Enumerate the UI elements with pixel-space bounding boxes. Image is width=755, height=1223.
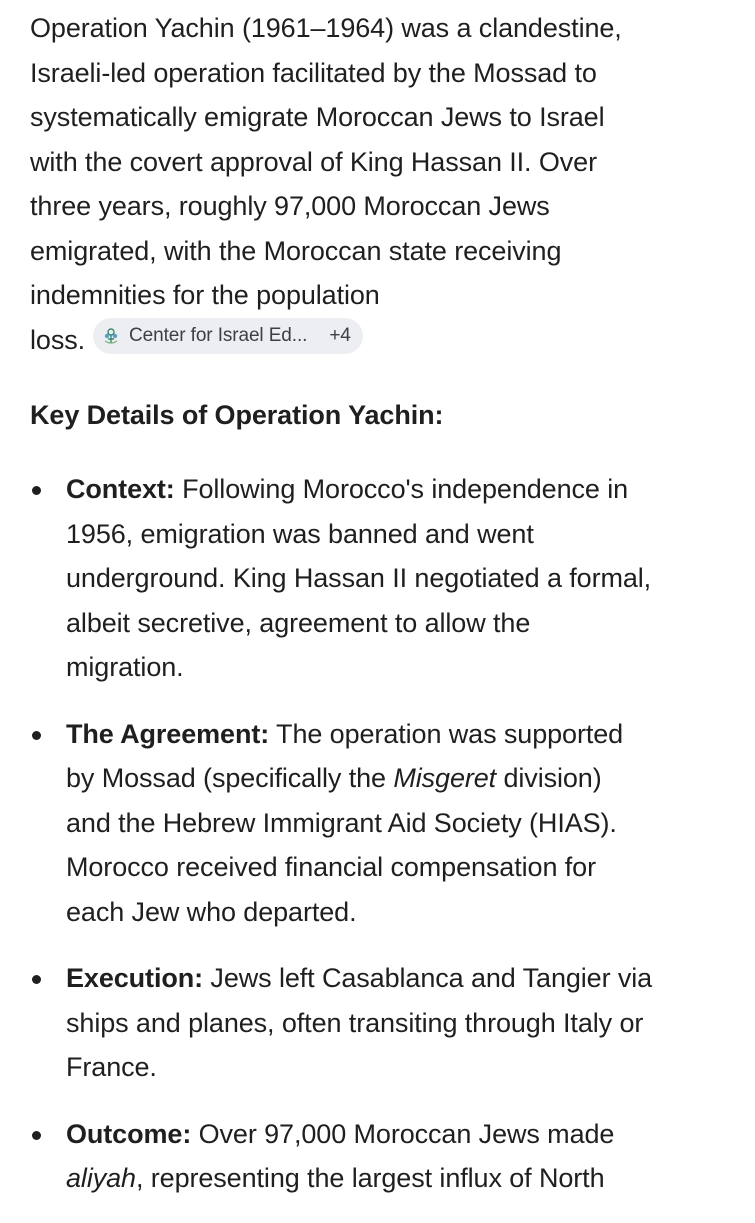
- item-text: and the Hebrew Immigrant Aid Society (HIAS).: [66, 807, 617, 838]
- item-label: The Agreement:: [66, 718, 270, 749]
- intro-line: indemnities for the population: [30, 280, 380, 310]
- intro-line: Operation Yachin (1961–1964) was a clandestine,: [30, 13, 622, 43]
- bullet: [32, 975, 41, 984]
- intro-last-word: loss.: [30, 324, 86, 355]
- intro-line: with the covert approval of King Hassan II. Over: [30, 146, 597, 177]
- list-item-execution: [30, 956, 730, 1090]
- list-item-context: [30, 467, 730, 690]
- item-text: albeit secretive, agreement to allow the: [66, 607, 531, 638]
- bullet: [32, 731, 41, 740]
- item-label: Context:: [66, 474, 175, 504]
- item-text-italic: Misgeret: [393, 763, 497, 793]
- item-text: migration.: [66, 652, 184, 682]
- intro-last-line: [30, 318, 730, 363]
- item-text: The operation was supported: [269, 718, 624, 749]
- source-chip-label: Center for Israel Ed...: [129, 324, 308, 346]
- intro-line: emigrated, with the Moroccan state receiving: [30, 235, 562, 266]
- item-text: division): [496, 763, 602, 793]
- source-chip-count: +4: [329, 324, 351, 346]
- item-text: underground. King Hassan II negotiated a formal,: [66, 563, 652, 593]
- item-label: Execution:: [66, 963, 204, 993]
- section-heading: Key Details of Operation Yachin:: [30, 400, 444, 430]
- list-item-outcome: [30, 1112, 730, 1201]
- item-text: 1956, emigration was banned and went: [66, 518, 534, 549]
- intro-paragraph: [30, 6, 730, 362]
- intro-line: three years, roughly 97,000 Moroccan Jews: [30, 191, 550, 221]
- item-text: Following Morocco's independence in: [174, 474, 629, 504]
- source-logo-icon: [101, 326, 121, 346]
- response-content: [30, 6, 730, 1223]
- item-text: ships and planes, often transiting through Italy or: [66, 1007, 644, 1038]
- intro-line: Israeli-led operation facilitated by the Mossad to: [30, 57, 597, 88]
- item-text: , representing the largest influx of North: [135, 1163, 605, 1193]
- source-chip[interactable]: [93, 318, 363, 354]
- item-text: France.: [66, 1052, 157, 1082]
- item-text-italic: aliyah: [66, 1163, 136, 1193]
- intro-line: systematically emigrate Moroccan Jews to Israel: [30, 102, 605, 132]
- item-text: Over 97,000 Moroccan Jews made: [191, 1118, 615, 1149]
- item-label: Outcome:: [66, 1118, 192, 1149]
- details-list: [30, 467, 730, 1201]
- item-text: Morocco received financial compensation for: [66, 852, 596, 882]
- item-text: each Jew who departed.: [66, 896, 357, 927]
- list-item-agreement: [30, 712, 730, 935]
- bullet: [32, 486, 41, 495]
- bullet: [32, 1131, 41, 1140]
- item-text: Jews left Casablanca and Tangier via: [203, 963, 653, 993]
- item-text: by Mossad (specifically the: [66, 763, 394, 793]
